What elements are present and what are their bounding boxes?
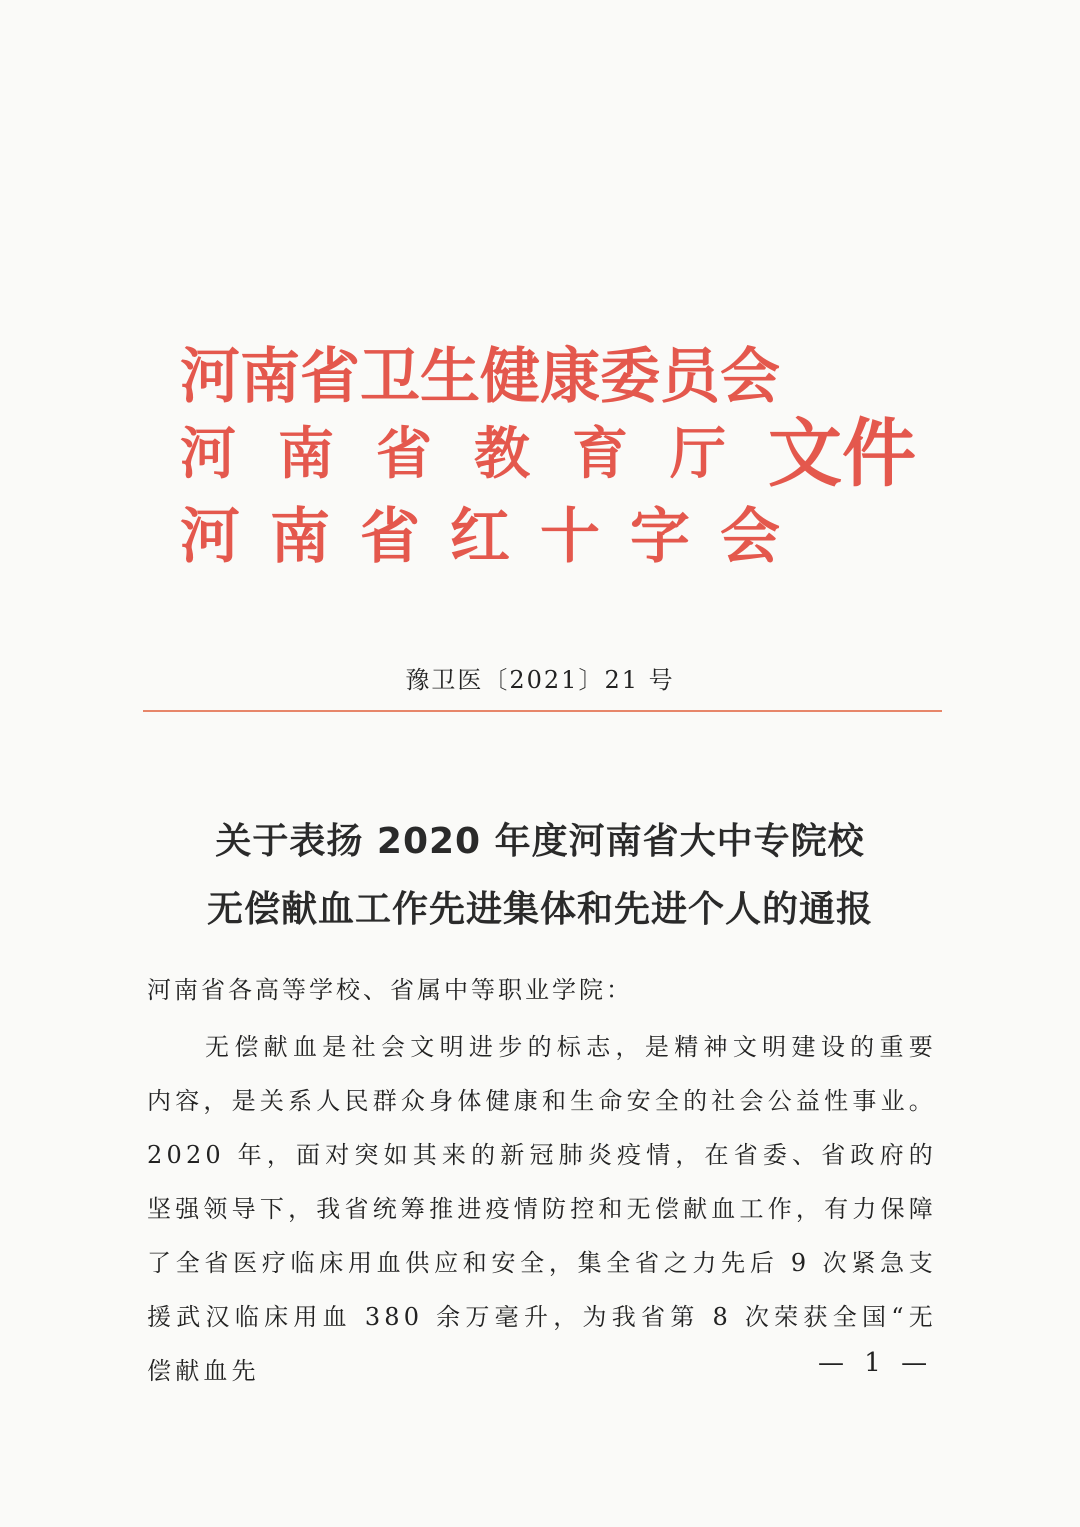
red-divider-line bbox=[143, 710, 942, 712]
page-number: — 1 — bbox=[818, 1348, 934, 1378]
header-line-health-commission: 河南省卫生健康委员会 bbox=[180, 342, 780, 412]
header-education-dept-name: 河南省教育厅 bbox=[180, 422, 768, 487]
document-number: 豫卫医〔2021〕21 号 bbox=[405, 666, 675, 694]
header-line-education-dept bbox=[180, 411, 916, 497]
salutation: 河南省各高等学校、省属中等职业学院： bbox=[147, 976, 633, 1004]
document-title-line-2: 无偿献血工作先进集体和先进个人的通报 bbox=[206, 889, 873, 930]
body-paragraph: 无偿献血是社会文明进步的标志，是精神文明建设的重要内容，是关系人民群众身体健康和生命安全的社会公益性事业。2020 年，面对突如其来的新冠肺炎疫情，在省委、省政府的坚强领导下，我省统筹推进疫情防控和无偿献血工作，有力保障了全省医疗临床用血供应和安全，集全省之力先后 9 次紧急支援武汉临床用血 380 余万毫升，为我省第 8 次荣获全国“无偿献血先 bbox=[147, 1033, 937, 1385]
header-line-red-cross: 河南省红十字会 bbox=[180, 502, 810, 572]
document-title-line-1: 关于表扬 2020 年度河南省大中专院校 bbox=[215, 821, 865, 862]
header-document-label: 文件 bbox=[768, 411, 916, 497]
